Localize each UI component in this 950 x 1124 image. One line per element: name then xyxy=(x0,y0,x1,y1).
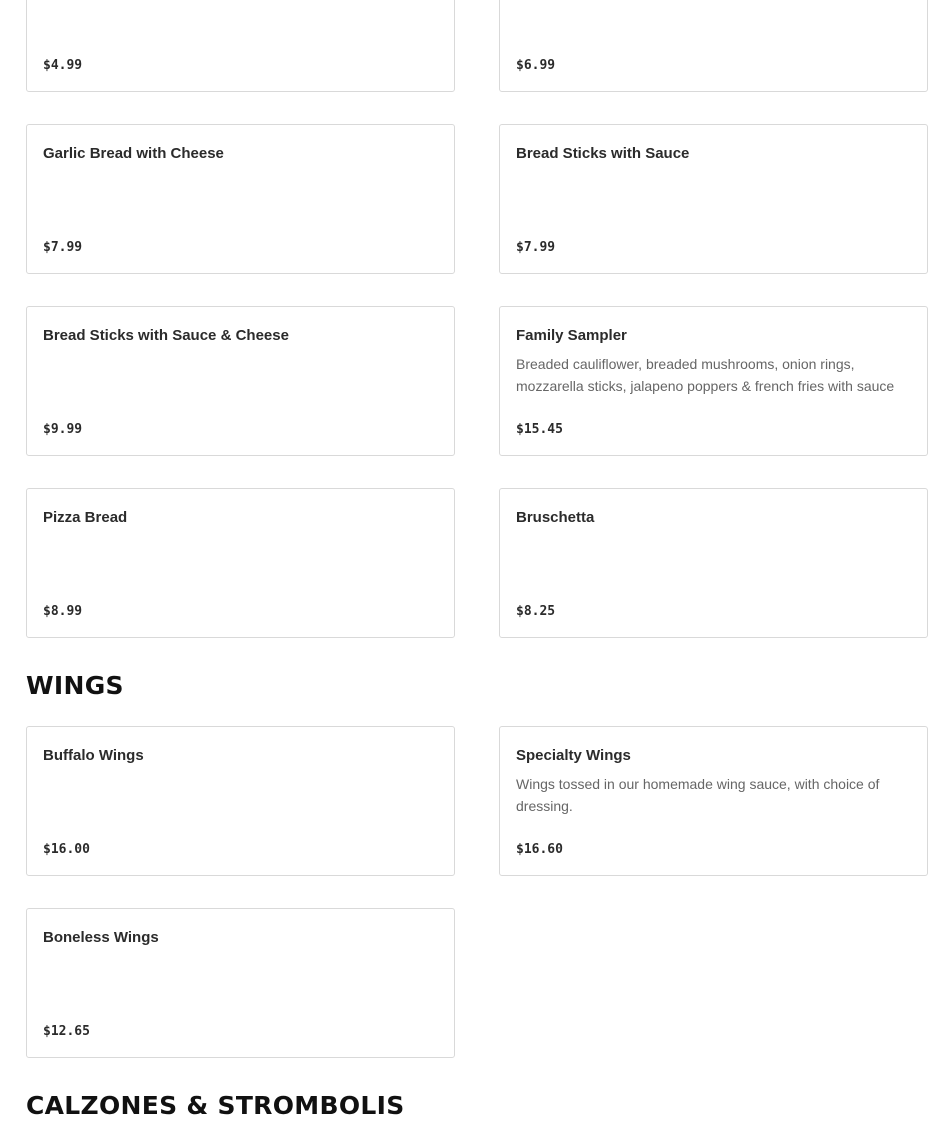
menu-item-name: Pizza Bread xyxy=(43,509,128,526)
menu-item-card[interactable] xyxy=(499,488,928,638)
menu-item-price: $16.00 xyxy=(43,842,90,857)
menu-item-name: Boneless Wings xyxy=(43,929,159,946)
menu-item-card[interactable] xyxy=(26,488,455,638)
section-title-wings: WINGS xyxy=(26,671,124,700)
menu-item-card[interactable] xyxy=(499,0,928,92)
menu-item-card[interactable] xyxy=(499,306,928,456)
menu-item-price: $7.99 xyxy=(516,240,556,255)
menu-item-name: Specialty Wings xyxy=(516,747,631,764)
menu-item-price: $12.65 xyxy=(43,1024,90,1039)
menu-item-name: Bruschetta xyxy=(516,509,595,526)
menu-item-price: $4.99 xyxy=(43,58,83,73)
menu-item-card[interactable] xyxy=(26,908,455,1058)
menu-item-card[interactable] xyxy=(499,124,928,274)
menu-item-name: Buffalo Wings xyxy=(43,747,144,764)
menu-item-description: Wings tossed in our homemade wing sauce, with choice of dressing. xyxy=(516,776,880,814)
menu-item-name: Bread Sticks with Sauce & Cheese xyxy=(43,327,289,344)
menu-item-price: $15.45 xyxy=(516,422,563,437)
menu-item-card[interactable] xyxy=(26,124,455,274)
menu-item-price: $9.99 xyxy=(43,422,83,437)
menu-item-price: $7.99 xyxy=(43,240,83,255)
menu-item-description: Breaded cauliflower, breaded mushrooms, onion rings, mozzarella sticks, jalapeno poppers & french fries with sauce xyxy=(516,356,895,394)
menu-item-name: Bread Sticks with Sauce xyxy=(516,145,690,162)
menu-item-card[interactable] xyxy=(26,306,455,456)
menu-item-price: $6.99 xyxy=(516,58,556,73)
section-title-calzones: CALZONES & STROMBOLIS xyxy=(26,1091,405,1120)
menu-item-card[interactable] xyxy=(26,726,455,876)
menu-item-price: $8.25 xyxy=(516,604,556,619)
menu-item-price: $16.60 xyxy=(516,842,563,857)
menu-item-name: Garlic Bread with Cheese xyxy=(43,145,224,162)
menu-item-name: Family Sampler xyxy=(516,327,627,344)
menu-item-price: $8.99 xyxy=(43,604,83,619)
menu-item-card[interactable] xyxy=(26,0,455,92)
menu-item-card[interactable] xyxy=(499,726,928,876)
